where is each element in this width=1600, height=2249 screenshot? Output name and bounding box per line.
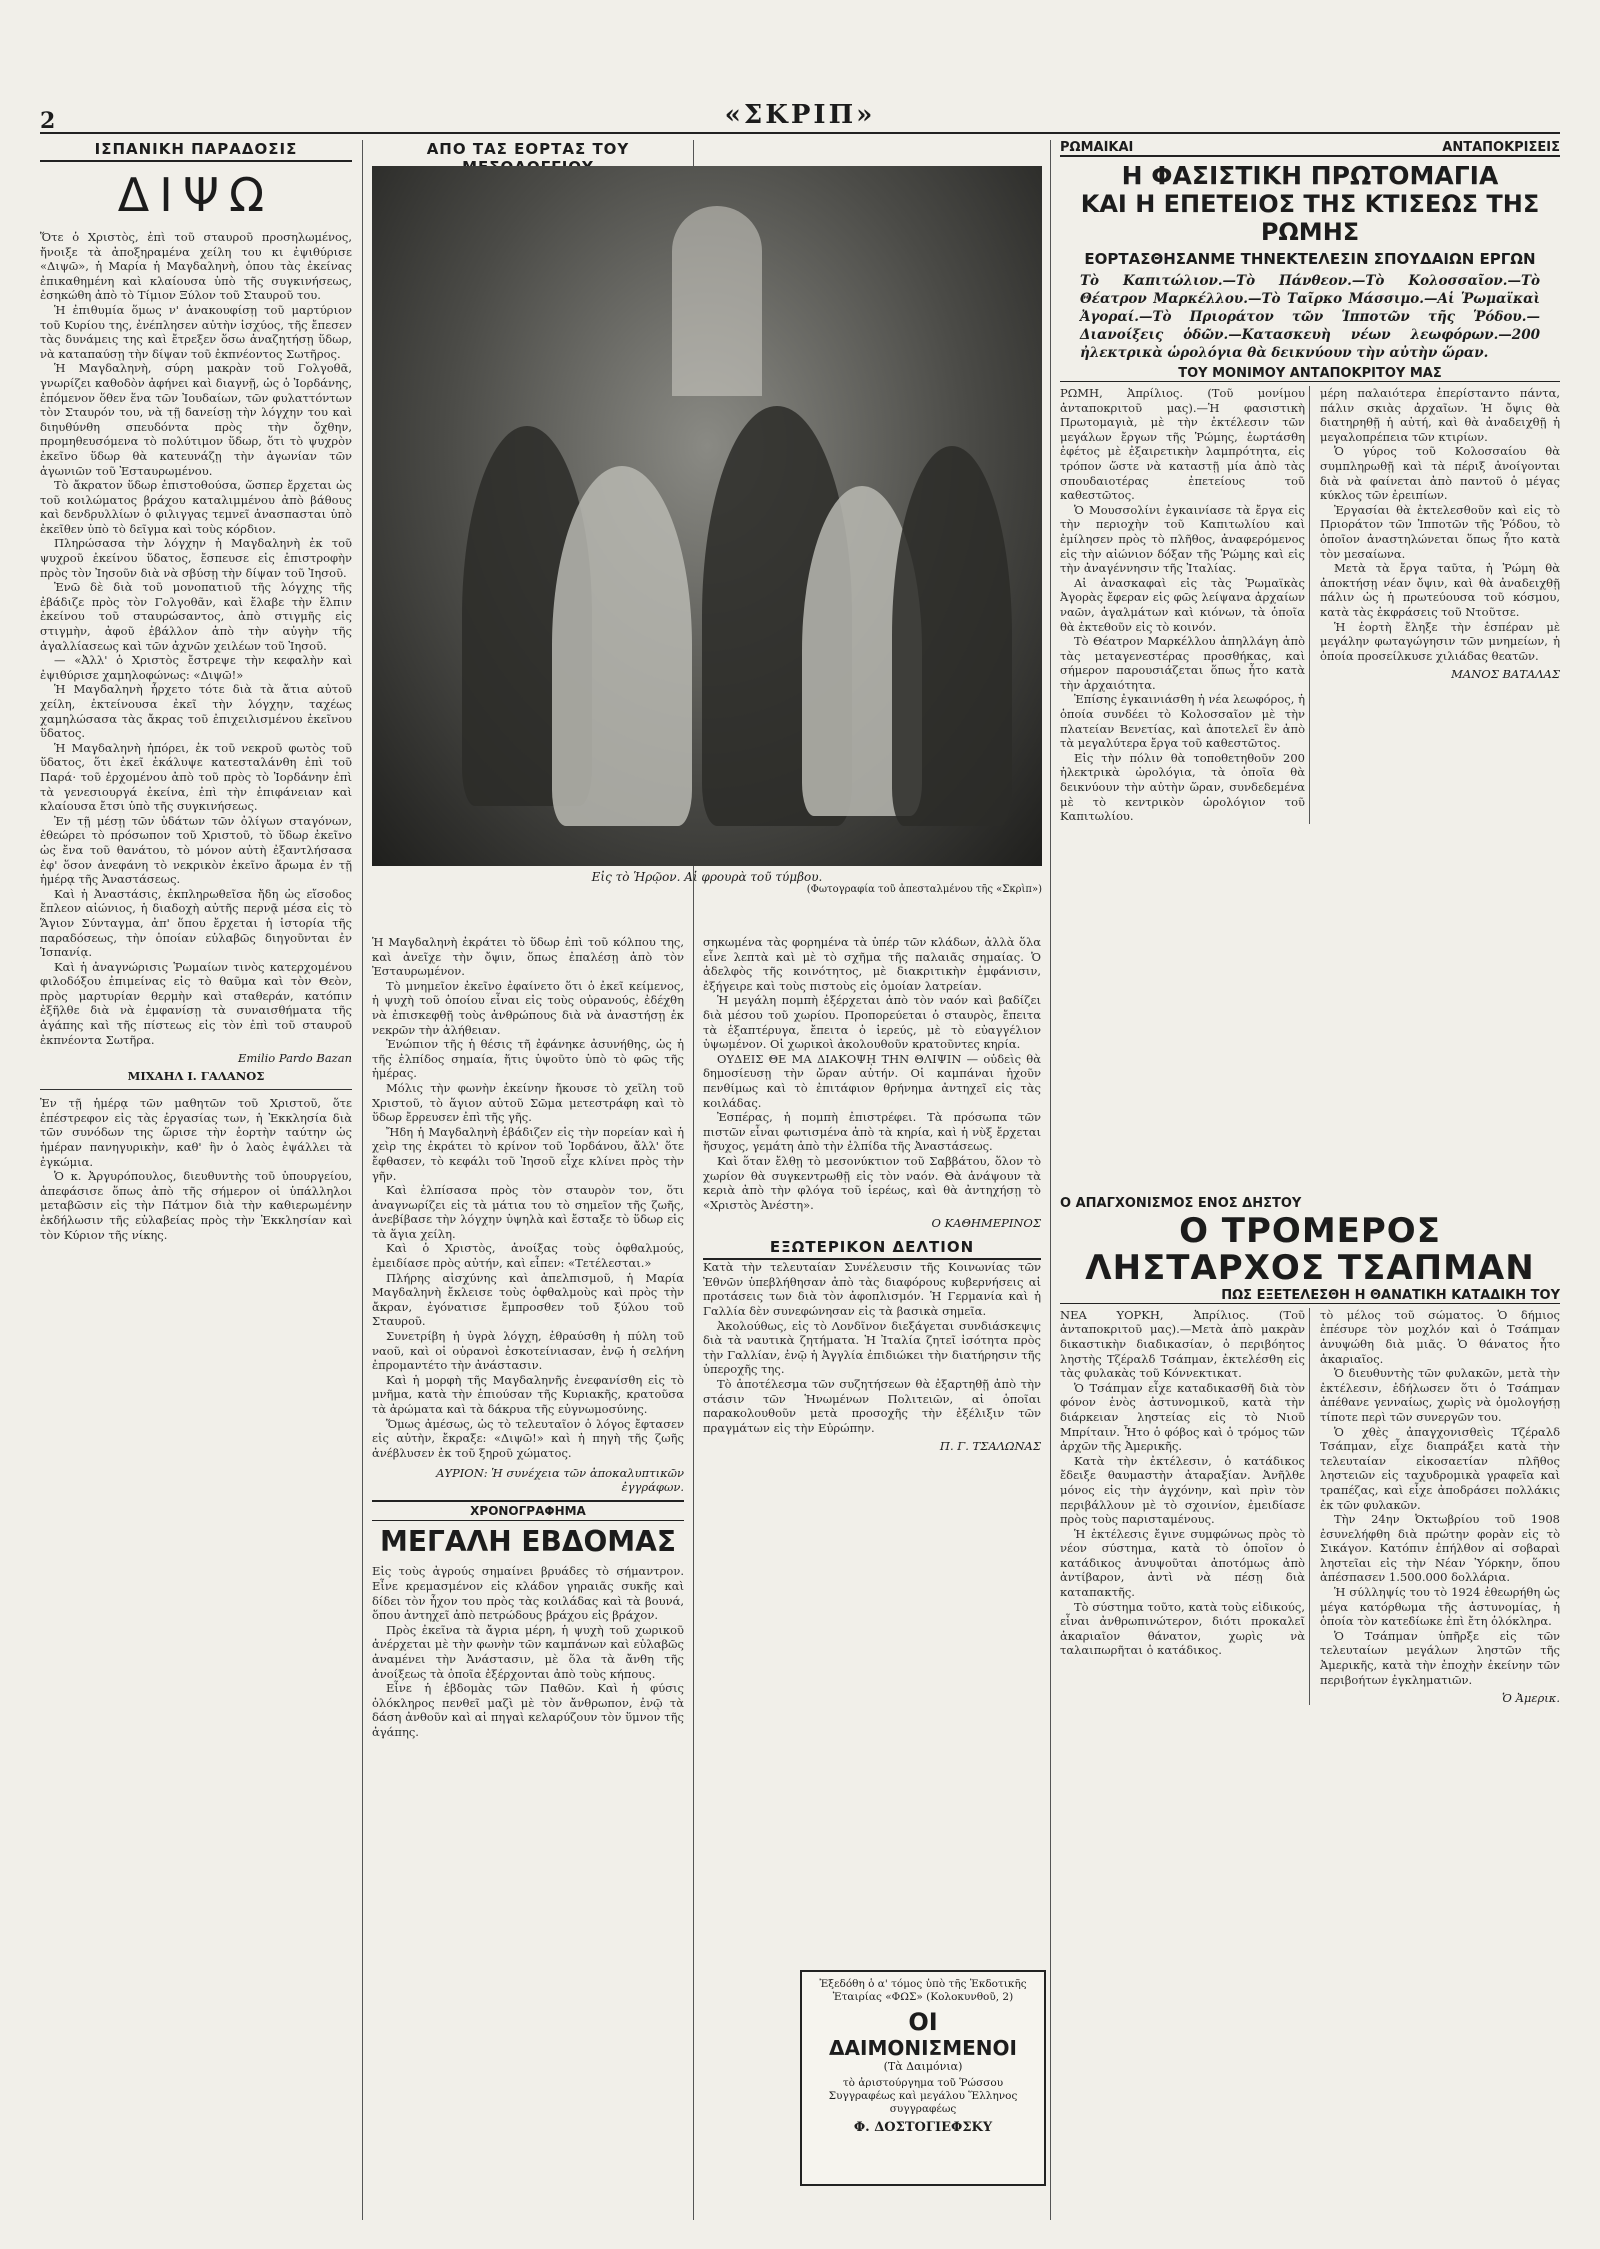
- masthead-title: «ΣΚΡΙΠ»: [724, 100, 876, 130]
- byline: ΤΟΥ ΜΟΝΙΜΟΥ ΑΝΤΑΠΟΚΡΙΤΟΥ ΜΑΣ: [1060, 366, 1560, 382]
- paragraph: Ἐργασίαι θὰ ἐκτελεσθοῦν καὶ εἰς τὸ Πριοράτον τῶν Ἱπποτῶν τῆς Ῥόδου, τὸ ὁποῖον ἀναστηλώνεται ὅπως ἦτο κατὰ τὸν μεσαίωνα.: [1320, 502, 1560, 561]
- headline: Η ΦΑΣΙΣΤΙΚΗ ΠΡΩΤΟΜΑΓΙΑ: [1121, 161, 1499, 190]
- paragraph: Εἶνε ἡ ἑβδομὰς τῶν Παθῶν. Καὶ ἡ φύσις ὁλόκληρος πενθεῖ μαζὶ μὲ τὸν ἄνθρωπον, ἐνῷ τὰ δάση ἀνθοῦν καὶ αἱ πηγαὶ κελαρύζουν τὸν ὕμνον τῆς ἀγάπης.: [372, 1681, 684, 1739]
- paragraph: Καὶ ἡ ἀναγνώρισις Ῥωμαίων τινὸς κατερχομένου φιλοδόξου ἐπιμείνας εἰς τὸ θαῦμα καὶ τὸν Θεὸν, πρὸς μαρτυρίαν θερμὴν καὶ σταθεράν, κατόπιν ἐξῆλθε διὰ νὰ ἐμφανίσῃ τὰ συναισθήματα τῆς ἀγάπης καὶ τῆς πίστεως εἰς τὸν ἐπὶ τοῦ σταυροῦ ἐκπνέοντα Σωτῆρα.: [40, 959, 352, 1047]
- paragraph: Ἐν τῇ ἡμέρᾳ τῶν μαθητῶν τοῦ Χριστοῦ, ὅτε ἐπέστρεφον εἰς τὰς ἐργασίας των, ἡ Ἐκκλησία διὰ τῶν συνόδων της ὥρισε τὴν ἑορτὴν ταύτην ὡς ἡμέραν πανηγυρικὴν, καθ' ἣν ὁ λαὸς ἐψάλλει τὰ ἐγκώμια.: [40, 1096, 352, 1169]
- photo-credit: (Φωτογραφία τοῦ ἀπεσταλμένου τῆς «Σκρὶπ»): [806, 884, 1042, 895]
- paragraph: Ἐσπέρας, ἡ πομπὴ ἐπιστρέφει. Τὰ πρόσωπα τῶν πιστῶν εἶναι φωτισμένα ἀπὸ τὰ κηρία, καὶ ἡ νὺξ ἔρχεται ἥσυχος, γεμάτη ἀπὸ τὴν ἐλπίδα τῆς Ἀναστάσεως.: [703, 1110, 1041, 1154]
- deck: Τὸ Καπιτώλιον.—Τὸ Πάνθεον.—Τὸ Κολοσσαῖον.—Τὸ Θέατρον Μαρκέλλου.—Τὸ Ταῖρκο Μάσσιμο.—Αἱ Ῥωμαϊκαὶ Ἀγοραί.—Τὸ Πριοράτον τῶν Ἱπποτῶν τῆς Ῥόδου.—Διανοίξεις ὁδῶν.—Κατασκευὴ νέων λεωφόρων.—200 ἠλεκτρικὰ ὡρολόγια θὰ δεικνύουν τὴν αὐτὴν ὥραν.: [1080, 273, 1540, 361]
- column-divider: [1050, 140, 1051, 2220]
- article-dipso: [40, 140, 352, 2200]
- photograph: [372, 166, 1042, 866]
- ad-title: ΔΑΙΜΟΝΙΣΜΕΝΟΙ: [829, 2036, 1017, 2060]
- paragraph: Καὶ ἡ μορφὴ τῆς Μαγδαληνῆς ἐνεφανίσθη εἰς τὸ μνῆμα, κατὰ τὴν ἐπιούσαν τῆς Κυριακῆς, κρατοῦσα τὰ ἀρώματα καὶ τὰ δάκρυα τῆς εὐγνωμοσύνης.: [372, 1372, 684, 1416]
- paragraph: Αἱ ἀνασκαφαὶ εἰς τὰς Ῥωμαϊκὰς Ἀγορὰς ἔφεραν εἰς φῶς λείψανα ἀρχαίων ναῶν, ἀγαλμάτων καὶ κιόνων, τὰ ὁποῖα θὰ ἐκτεθοῦν εἰς τὸ κοινόν.: [1060, 575, 1305, 634]
- paragraph: Ὅμως ἀμέσως, ὡς τὸ τελευταῖον ὁ λόγος ἔφτασεν εἰς αὐτὴν, ἔκραξε: «Διψῶ!» καὶ ἡ πηγὴ τῆς ζωῆς ἀνέβλυσεν ἐκ τοῦ ξηροῦ χώματος.: [372, 1416, 684, 1460]
- paragraph: Ἡ ἐκτέλεσις ἔγινε συμφώνως πρὸς τὸ νέον σύστημα, κατὰ τὸ ὁποῖον ὁ κατάδικος ἀνυψοῦται ἀποτόμως ἀπὸ ἀντίβαρον, ἀντὶ νὰ πέσῃ διὰ καταπακτῆς.: [1060, 1526, 1305, 1600]
- article-title: ΔΙΨΩ: [117, 168, 275, 222]
- paragraph: Μόλις τὴν φωνὴν ἐκείνην ἤκουσε τὸ χεῖλη τοῦ Χριστοῦ, τὸ ἅγιον αὐτοῦ Σῶμα μετεστράφη καὶ τὸ ὕδωρ ἔρρευσεν ἐπὶ τῆς γῆς.: [372, 1080, 684, 1125]
- column-divider: [362, 140, 363, 2220]
- paragraph: Πλήρης αἰσχύνης καὶ ἀπελπισμοῦ, ἡ Μαρία Μαγδαληνὴ ἔκλεισε τοὺς ὀφθαλμοὺς καὶ πρὸς τὴν ἄκραν, ἐγόνατισε ἔμπροσθεν τοῦ ξύλου τοῦ Σταυροῦ.: [372, 1270, 684, 1329]
- top-rule: [40, 132, 1560, 134]
- paragraph: Τὸ μνημεῖον ἐκεῖνο ἐφαίνετο ὅτι ὁ ἐκεῖ κείμενος, ἡ ψυχὴ τοῦ ὁποίου εἶναι εἰς τοὺς οὐρανούς, ἐδέχθη νὰ ἐπισκεφθῇ τοὺς ἀνθρώπους διὰ νὰ ἀναστήσῃ ἐκ νεκρῶν τὴν ἀλήθειαν.: [372, 978, 684, 1037]
- ad-author: Φ. ΔΟΣΤΟΓΙΕΦΣΚΥ: [853, 2120, 993, 2135]
- headline: ΚΑΙ Η ΕΠΕΤΕΙΟΣ ΤΗΣ ΚΤΙΣΕΩΣ ΤΗΣ ΡΩΜΗΣ: [1080, 190, 1540, 246]
- author-signature: Ὁ Ἀμερικ.: [1502, 1691, 1560, 1706]
- ad-subtitle: (Τὰ Δαιμόνια): [883, 2060, 963, 2073]
- ad-article: ΟΙ: [908, 2008, 938, 2036]
- paragraph: Ὁ Τσάπμαν εἶχε καταδικασθῆ διὰ τὸν φόνον ἑνὸς ἀστυνομικοῦ, κατὰ τὴν διάρκειαν ληστείας εἰς τὸ Νιοῦ Μπρίταιν. Ἦτο ὁ φόβος καὶ ὁ τρόμος τῶν ἀρχῶν τῆς Ἀμερικῆς.: [1060, 1380, 1305, 1454]
- mirror-label: Ο ΑΠΑΓΧΟΝΙΣΜΟΣ ΕΝΟΣ ΔΗΣΤΟΥ: [1060, 1196, 1302, 1211]
- paragraph: Συνετρίβη ἡ ὑγρὰ λόγχη, ἐθραύσθη ἡ πύλη τοῦ ναοῦ, καὶ οἱ οὐρανοὶ ἐσκοτείνιασαν, ἐνῷ ἡ σελήνη ἐπρομαντέτο τὴν ἀνάστασιν.: [372, 1329, 684, 1373]
- paragraph: Τὴν 24ην Ὀκτωβρίου τοῦ 1908 ἐσυνελήφθη διὰ πρώτην φορὰν εἰς τὸ Σικάγον. Κατόπιν ἐπήλθον αἱ σοβαραὶ ληστεῖαι εἰς τὴν Νέαν Ὑόρκην, ὅπου ἀπέσπασεν 1.500.000 δολλάρια.: [1320, 1512, 1560, 1585]
- paragraph: τὸ μέλος τοῦ σώματος. Ὁ δήμιος ἐπέσυρε τὸν μοχλόν καὶ ὁ Τσάπμαν ἀνυψώθη διὰ μιᾶς. Ὁ θάνατος ἦτο ἀκαριαῖος.: [1320, 1307, 1560, 1366]
- paragraph: Ἡ Μαγδαληνὴ ἦρχετο τότε διὰ τὰ ἄτια αὐτοῦ χείλη, ἐκτείνουσα ἐκεῖ τὴν λόγχην, ταχέως χαμηλώσασα τὰς ἄκρας τοῦ ἐπιχειλισμένου ἐκεῖνου ὕδατος.: [40, 682, 352, 741]
- paragraph: Τὸ ἄκρατον ὕδωρ ἐπιστοθούσα, ὥσπερ ἔρχεται ὡς τοῦ κοιλώματος βράχου καταλιμμένου ἀπὸ βάθους καὶ δενδρυλλίων ὁ φιλιγγας τεμνεῖ ἀνασπασται ὑπὸ ἐκεῖθεν ὑπὸ τὸ δεῖγμα καὶ τοὺς κόρδιον.: [40, 478, 352, 536]
- paragraph: Ἡ ἑορτὴ ἔληξε τὴν ἑσπέραν μὲ μεγάλην φωταγώγησιν τῶν μνημείων, ἡ ὁποία προσείλκυσε χιλιάδας θεατῶν.: [1320, 619, 1560, 663]
- section-label: ΡΩΜΑΪΚΑΙ: [1060, 140, 1134, 155]
- subheadline: ΕΟΡΤΑΣΘΗΣΑΝΜΕ ΤΗΝΕΚΤΕΛΕΣΙΝ ΣΠΟΥΔΑΙΩΝ ΕΡΓΩΝ: [1084, 250, 1536, 268]
- paragraph: μέρη παλαιότερα ἐπερίσταντο πάντα, πάλιν σκιὰς ἀρχαῖων. Ἡ ὄψις θὰ διατηρηθῇ ἡ αὐτή, καὶ θὰ ἀναδειχθῇ ἡ μεγαλοπρέπεια τῶν κτιρίων.: [1320, 386, 1560, 444]
- paragraph: Ἐν τῇ μέσῃ τῶν ὑδάτων τῶν ὀλίγων σταγόνων, ἐθεώρει τὸ πρόσωπον τοῦ Χριστοῦ, τὸ ὕδωρ ἐκεῖνο ὡς ἔνα τοῦ θανάτου, τὸ μόνον αὐτὴ ἐξαντλήσασα ἐφ' ὅσον ἀνεφάνη τὸ νεκρικὸν ἐκεῖνο ἄρωμα ἐν τῇ ἡμέρᾳ τῆς Ἀναστάσεως.: [40, 813, 352, 887]
- paragraph: ΝΕΑ ΥΟΡΚΗ, Ἀπρίλιος. (Τοῦ ἀνταποκριτοῦ μας).—Μετὰ ἀπὸ μακρὰν δικαστικὴν διαδικασίαν, ὁ περιβόητος ληστὴς Τζέραλδ Τσάπμαν, ἐκτελέσθη εἰς τὰς φυλακὰς τοῦ Κόννεκτικατ.: [1060, 1307, 1305, 1381]
- paragraph: Ἐνώπιον τῆς ἡ θέσις τῆ ἐφάνηκε ἀσυνήθης, ὡς ἡ τῆς ἐλπίδος σημαία, ἥτις ὑψοῦτο ὑπὸ τὸ φῶς τῆς ἡμέρας.: [372, 1037, 684, 1081]
- paragraph: Ἡ Μαγδαληνὴ ἐκράτει τὸ ὕδωρ ἐπὶ τοῦ κόλπου της, καὶ ἀνεῖχε τὴν ὄψιν, ὅπως ἐπαλέσῃ ἀπὸ τὸν Ἐσταυρωμένον.: [372, 935, 684, 979]
- paragraph: Εἰς τοὺς ἀγρούς σημαίνει βρυάδες τὸ σήμαντρον. Εἶνε κρεμασμένον εἰς κλάδον γηραιᾶς συκῆς καὶ δίδει τὸν ἦχον του πρὸς τὰς κοιλάδας καὶ τὰ βουνά, ὅπου ἀντηχεῖ ἀπὸ πετρώδους βράχου εἰς βράχον.: [372, 1564, 684, 1623]
- paragraph: Ἡ μεγάλη πομπὴ ἐξέρχεται ἀπὸ τὸν ναόν καὶ βαδίζει διὰ μέσου τοῦ χωρίου. Προπορεύεται ὁ σταυρὸς, ἔπειτα τὰ ἑξαπτέρυγα, ἔπειτα ὁ ἱερεύς, μὲ τὸ εὐαγγέλιον ὑψωμένον. Οἱ χωρικοὶ ἀκολουθοῦν κρατοῦντες κηρία.: [703, 993, 1041, 1052]
- paragraph: Ὁ χθὲς ἀπαγχονισθεὶς Τζέραλδ Τσάπμαν, εἶχε διαπράξει κατὰ τὴν τελευταίαν εἰκοσαετίαν πλῆθος ληστειῶν εἰς ταχυδρομικὰ γραφεῖα καὶ τραπέζας, καὶ εἶχε ἀποδράσει πολλάκις ἐκ τῶν φυλακῶν.: [1320, 1424, 1560, 1512]
- chronograph-label: ΧΡΟΝΟΓΡΑΦΗΜΑ: [372, 1500, 684, 1521]
- paragraph: Τὸ Θέατρον Μαρκέλλου ἀπηλλάγη ἀπὸ τὰς μεταγενεστέρας προσθήκας, καὶ σήμερον παρουσιάζεται ὅπως ἦτο κατὰ τὴν ἀρχαιότητα.: [1060, 634, 1305, 692]
- paragraph: Μετὰ τὰ ἔργα ταῦτα, ἡ Ῥώμη θὰ ἀποκτήσῃ νέαν ὄψιν, καὶ θὰ ἀναδειχθῇ πάλιν ὡς ἡ πρωτεύουσα τοῦ κόσμου, κατὰ τὰς ἐκφράσεις τοῦ Ντοῦτσε.: [1320, 561, 1560, 619]
- paragraph: Ἐνῶ δὲ διὰ τοῦ μονοπατιοῦ τῆς λόγχης τῆς ἐβάδιζε πρὸς τὸν Γολγοθᾶν, καὶ ἔλαβε τὴν ἔλπιν ἐκείνου τοῦ σταυρώσαντος, ἀπὸ στιγμῆς εἰς στιγμὴν, ἀφοῦ ἐβάλλον ἀπὸ τὴν αὐγὴν τῆς ἀγαλλίασεως καὶ τῶν ἀχνῶν χειλέων τοῦ Ἰησοῦ.: [40, 580, 352, 653]
- paragraph: Ἐπίσης ἐγκαινιάσθη ἡ νέα λεωφόρος, ἡ ὁποία συνδέει τὸ Κολοσσαῖον μὲ τὴν πλατείαν Βενετίας, καὶ ἀποτελεῖ ἓν ἀπὸ τὰ μεγαλύτερα ἔργα τοῦ καθεστῶτος.: [1060, 692, 1305, 751]
- photo-block: [372, 166, 1042, 926]
- author-signature: Π. Γ. ΤΣΑΛΩΝΑΣ: [939, 1439, 1041, 1454]
- paragraph: — «Ἀλλ' ὁ Χριστὸς ἔστρεψε τὴν κεφαλὴν καὶ ἐψιθύρισε χαμηλοφώνως: «Διψῶ!»: [40, 653, 352, 682]
- translator-signature: ΜΙΧΑΗΛ Ι. ΓΑΛΑΝΟΣ: [127, 1069, 265, 1084]
- section-label: ΑΝΤΑΠΟΚΡΙΣΕΙΣ: [1442, 140, 1560, 155]
- article-dipso-continued: [372, 935, 684, 2205]
- paragraph: Ἀκολούθως, εἰς τὸ Λονδῖνον διεξάγεται συνδιάσκεψις διὰ τὰ ναυτικὰ ζητήματα. Ἡ Ἰταλία ζητεῖ ἰσότητα πρὸς τὴν Γαλλίαν, ἐνῷ ἡ Ἀγγλία ἐπιδιώκει τὴν διατήρησιν τῆς ὑπεροχῆς της.: [703, 1318, 1041, 1377]
- paragraph: ΟΥΔΕΙΣ ΘΕ ΜΑ ΔΙΑΚΟΨῌ ΤΗΝ ΘΛΙΨΙΝ — οὐδεὶς θὰ δημοσίευσῃ τὴν ὥραν αὐτήν. Οἱ καμπάναι ἠχοῦν πενθίμως καὶ τὸ ἐπιτάφιον θρήνημα ἀντηχεῖ εἰς τὰς κοιλάδας.: [703, 1051, 1041, 1110]
- paragraph: Ἡ σύλληψίς του τὸ 1924 ἐθεωρήθη ὡς μέγα κατόρθωμα τῆς ἀστυνομίας, ἡ ὁποία τὸν κατεδίωκε ἐπὶ ἔτη ὁλόκληρα.: [1320, 1585, 1560, 1629]
- paragraph: Καὶ ὅταν ἔλθῃ τὸ μεσονύκτιον τοῦ Σαββάτου, ὅλον τὸ χωρίον θὰ συγκεντρωθῇ εἰς τὸν ναόν. Θὰ ἀνάψουν τὰ κεριὰ ἀπὸ τὴν φλόγα τοῦ ἱερέως, καὶ θὰ ἀντηχήσῃ τὸ «Χριστὸς Ἀνέστη».: [703, 1153, 1041, 1212]
- paragraph: Καὶ ὁ Χριστὸς, ἀνοίξας τοὺς ὀφθαλμούς, ἐμειδίασε πρὸς αὐτήν, καὶ εἶπεν: «Τετέλεσται.»: [372, 1241, 684, 1271]
- author-signature: ΜΑΝΟΣ ΒΑΤΑΛΑΣ: [1451, 667, 1560, 682]
- paragraph: Κατὰ τὴν ἐκτέλεσιν, ὁ κατάδικος ἔδειξε θαυμαστὴν ἀταραξίαν. Ἀνῆλθε μόνος εἰς τὴν ἀγχόνην, καὶ πρὶν τὸν περιβάλλουν μὲ τὸ σχοινίον, ἐμειδίασε πρὸς τοὺς παρισταμένους.: [1060, 1453, 1305, 1527]
- paragraph: Ὅτε ὁ Χριστὸς, ἐπὶ τοῦ σταυροῦ προσηλωμένος, ἤνοιξε τὰ ἀποξηραμένα χείλη του κι ἐψιθύρισε «Διψῶ», ἡ Μαρία ἡ Μαγδαληνὴ, ὁπου τὰς ἐκείνας ἐπικαθημένη καὶ κλαίουσα ὑπὸ τῆς συγκινήσεως, ἐσηκώθη ἀπὸ τὸ Τίμιον Ξύλον τοῦ Σταυροῦ του.: [40, 230, 352, 303]
- author-signature: Ο ΚΑΘΗΜΕΡΙΝΟΣ: [931, 1216, 1041, 1231]
- paragraph: Ὁ κ. Ἀργυρόπουλος, διευθυντὴς τοῦ ὑπουργείου, ἀπεφάσισε ὅπως ἀπὸ τῆς σήμερον οἱ ὑπάλληλοι μεταβῶσιν εἰς τὴν Πάτμον διὰ τὴν καθιερωμένην ἐκδήλωσιν τῆς εὐλαβείας πρὸς τὴν Ἐκκλησίαν καὶ τὸν Κύριον τῆς νίκης.: [40, 1169, 352, 1242]
- paragraph: Καὶ ἐλπίσασα πρὸς τὸν σταυρὸν τον, ὅτι ἀναγνωρίζει εἰς τὰ μάτια του τὸ σημεῖον τῆς ζωῆς, ἀνεβίβασε τὴν λόγχην ὑψηλὰ καὶ ἔσταξε τὸ ὕδωρ εἰς τὰ ἅγια χείλη.: [372, 1183, 684, 1241]
- section-header: ΕΞΩΤΕΡΙΚΟΝ ΔΕΛΤΙΟΝ: [703, 1238, 1041, 1260]
- headline: Ο ΤΡΟΜΕΡΟΣ ΛΗΣΤΑΡΧΟΣ ΤΣΑΠΜΑΝ: [1085, 1211, 1535, 1289]
- page-number: 2: [40, 108, 56, 134]
- paragraph: Τὸ σύστημα τοῦτο, κατὰ τοὺς εἰδικούς, εἶναι ἀνθρωπινώτερον, διότι προκαλεῖ ἀκαριαῖον θάνατον, χωρὶς νὰ ταλαιπωρῆται ὁ κατάδικος.: [1060, 1599, 1305, 1658]
- paragraph: Πληρώσασα τὴν λόγχην ἡ Μαγδαληνὴ ἐκ τοῦ ψυχροῦ ἐκείνου ὕδατος, ἔσπευσε εἰς ἐπιστροφὴν πρὸς τὸν Ἰησοῦν διὰ νὰ σβύσῃ τὴν δίψαν τοῦ Ἰησοῦ.: [40, 536, 352, 580]
- photo-caption: Εἰς τὸ Ἡρῷον. Αἱ φρουρὰ τοῦ τύμβου.: [591, 870, 823, 884]
- paragraph: Ὁ Τσάπμαν ὑπῆρξε εἰς τῶν τελευταίων μεγάλων ληστῶν τῆς Ἀμερικῆς, κατὰ τὴν ἐποχὴν ἐκείνην τῶν περιβοήτων ἐγκληματιῶν.: [1320, 1628, 1560, 1687]
- paragraph: Ὁ γύρος τοῦ Κολοσσαίου θὰ συμπληρωθῇ καὶ τὰ πέριξ ἀνοίγονται διὰ νὰ φαίνεται ἀπὸ παντοῦ ὁ μέγας κύκλος τῶν ἐρειπίων.: [1320, 444, 1560, 503]
- article-chapman: [1060, 1190, 1560, 2200]
- author-signature: Emilio Pardo Bazan: [237, 1051, 352, 1066]
- paragraph: Πρὸς ἐκεῖνα τὰ ἄγρια μέρη, ἡ ψυχὴ τοῦ χωρικοῦ ἀνέρχεται μὲ τὴν φωνὴν τῶν καμπάνων καὶ εὐλαβῶς ἀναμένει τὴν Ἀνάστασιν, μὲ ὅλα τὰ ἄνθη τῆς ἀνοίξεως τὰ ὁποῖα ἐξέρχονται ἀπὸ τοὺς κήπους.: [372, 1622, 684, 1681]
- paragraph: Ἡ Μαγδαληνὴ ἠπόρει, ἐκ τοῦ νεκροῦ φωτὸς τοῦ ὕδατος, ὅτι ἐκεῖ ἐκάλυψε κατεσταλάνθη ἐπὶ τοῦ Παρά· τοῦ ἐρχομένου ἀπὸ τοῦ πρὸς τὸ Ἰορδάνην ἐπὶ τὰ γενεσιουργά ἐκείνα, ἐπὶ τὴν ἐπιφάνειαν καὶ κλαίουσα ἔτσι ὑπὸ τῆς συγκινήσεως.: [40, 740, 352, 814]
- section-header: ΙΣΠΑΝΙΚΗ ΠΑΡΑΔΟΣΙΣ: [40, 140, 352, 162]
- paragraph: Ὁ διευθυντὴς τῶν φυλακῶν, μετὰ τὴν ἐκτέλεσιν, ἐδήλωσεν ὅτι ὁ Τσάπμαν ἀπέθανε γενναίως, χωρὶς νὰ ὁμολογήσῃ τίποτε περὶ τῶν συνεργῶν του.: [1320, 1366, 1560, 1424]
- tomorrow-note: ΑΥΡΙΟΝ: Ἡ συνέχεια τῶν ἀποκαλυπτικῶν ἐγγράφων.: [436, 1466, 684, 1495]
- subheadline: ΠΩΣ ΕΞΕΤΕΛΕΣΘΗ Η ΘΑΝΑΤΙΚΗ ΚΑΤΑΔΙΚΗ ΤΟΥ: [1060, 1288, 1560, 1304]
- paragraph: Ἡ Μαγδαληνὴ, σύρη μακρὰν τοῦ Γολγοθᾶ, γνωρίζει καθοδὸν ἀφήνει καὶ διαγνῇ, ὡς ὁ Ἰορδάνης, ἐπόμενον ὅθεν ἕνα τῶν Ἰουδαίων, τῶν φυλαττόντων τὸν Σταυρόν του, νὰ τῇ δανείσῃ τὴν λόγχην του καὶ διηυθύνθη σπευδόντα πρὸς τὴν ὄχθην, προμηθευσόμενα τὸ πολύτιμον ὕδωρ, ὅτι τὸ ψυχρὸν ἐκεῖνο ὕδωρ θὰ κατευνάζῃ τὴν ἀγωνίαν τῶν ἀγωνιῶν τοῦ Ἐσταυρωμένου.: [40, 361, 352, 478]
- paragraph: Ὁ Μουσσολίνι ἐγκαινίασε τὰ ἔργα εἰς τὴν περιοχὴν τοῦ Καπιτωλίου καὶ ἐμίλησεν πρὸς τὸ πλῆθος, ἀναφερόμενος εἰς τὴν αἰώνιον δόξαν τῆς Ῥώμης καὶ εἰς τὴν ἀναγέννησιν τῆς Ἰταλίας.: [1060, 502, 1305, 576]
- section-header: [1060, 140, 1560, 157]
- paragraph: Τὸ ἀποτέλεσμα τῶν συζητήσεων θὰ ἐξαρτηθῇ ἀπὸ τὴν στάσιν τῶν Ἡνωμένων Πολιτειῶν, αἱ ὁποῖαι παρακολουθοῦν μετὰ προσοχῆς τὴν ἐξέλιξιν τῶν πραγμάτων εἰς τὴν Εὐρώπην.: [703, 1377, 1041, 1435]
- paragraph: Ἤδη ἡ Μαγδαληνὴ ἐβάδιζεν εἰς τὴν πορείαν καὶ ἡ χεὶρ της ἐκράτει τὸ κρίνον τοῦ Ἰορδάνου, ἄλλ' ὅτε ἔφθασεν, τὸ κεφάλι τοῦ Ἰησοῦ εἶχε κλίνει πρὸς τὴν γῆν.: [372, 1124, 684, 1183]
- chronograph-title: ΜΕΓΑΛΗ ΕΒΔΟΜΑΣ: [380, 1525, 676, 1559]
- article-rome: [1060, 140, 1560, 1190]
- ad-description: τὸ ἀριστούργημα τοῦ Ῥώσσου Συγγραφέως καὶ μεγάλου Ἕλληνος συγγραφέως: [828, 2077, 1018, 2115]
- book-advertisement: [800, 1970, 1046, 2186]
- ad-intro: Ἐξεδόθη ὁ α' τόμος ὑπὸ τῆς Ἐκδοτικῆς Ἑταιρίας «ΦΩΣ» (Κολοκυνθοῦ, 2): [819, 1978, 1027, 2003]
- paragraph: Καὶ ἡ Ἀναστάσις, ἐκπληρωθεῖσα ἤδη ὡς εἴσοδος ἔπλεον αἰώνιος, ἡ διαδοχὴ αὐτῆς περνᾷ μέσα εἰς τὸ Ἅγιον Σύνταγμα, ἀπ' ὅπου ἔρχεται ἡ ἱστορία τῆς παραδόσεως, τὴν ὁποίαν εὐλαβῶς διηγοῦνται ἐν Ἱσπανίᾳ.: [40, 886, 352, 960]
- section-header: ΑΠΟ ΤΑΣ ΕΟΡΤΑΣ ΤΟΥ: [372, 140, 684, 180]
- paragraph: σηκωμένα τὰς φορημένα τὰ ὑπέρ τῶν κλάδων, ἀλλὰ ὅλα εἶνε λεπτὰ καὶ μὲ τὸ σχῆμα τῆς παλαιᾶς σημαίας. Ὁ ἀδελφὸς τῆς κοινότητος, μὲ διακριτικὴν ἐμφάνισιν, ἐξήγειρε καὶ τοὺς πιστοὺς εἰς ὁμοίαν λατρείαν.: [703, 935, 1041, 993]
- paragraph: Εἰς τὴν πόλιν θὰ τοποθετηθοῦν 200 ἠλεκτρικὰ ὡρολόγια, τὰ ὁποῖα θὰ δεικνύουν τὴν αὐτὴν ὥραν, συνδεδεμένα μὲ τὸ κεντρικὸν ὡρολόγιον τοῦ Καπιτωλίου.: [1060, 750, 1305, 824]
- paragraph: Κατὰ τὴν τελευταίαν Συνέλευσιν τῆς Κοινωνίας τῶν Ἐθνῶν ὑπεβλήθησαν ἀπὸ τὰς διαφόρους κυβερνήσεις αἱ προτάσεις των διὰ τὸν ἀφοπλισμόν. Ἡ Γερμανία καὶ ἡ Γαλλία δὲν συνεφώνησαν εἰς τὰ βασικὰ σημεῖα.: [703, 1260, 1041, 1319]
- paragraph: ΡΩΜΗ, Ἀπρίλιος. (Τοῦ μονίμου ἀνταποκριτοῦ μας).—Ἡ φασιστικὴ Πρωτομαγιὰ, μὲ τὴν ἐκτέλεσιν τῶν μεγάλων ἔργων τῆς Ῥώμης, ἑωρτάσθη ἐφέτος μὲ ἐξαιρετικὴν λαμπρότητα, εἰς τρόπον ὥστε νὰ καταστῇ μία ἀπὸ τὰς σπουδαιοτέρας ἐπετείους τοῦ καθεστῶτος.: [1060, 386, 1305, 503]
- paragraph: Ἡ ἐπιθυμία ὅμως ν' ἀνακουφίσῃ τοῦ μαρτύριον τοῦ Κυρίου της, ἐνέπλησεν αὐτὴν ἰσχύος, τῆς ἔπεσεν τὰς δυνάμεις της καὶ ἔτρεξεν ὅσω ἀναζητήσῃ ὕδωρ, νὰ καταπαύσῃ τὴν δίψαν τοῦ ἐκπνέοντος Σωτῆρος.: [40, 302, 352, 361]
